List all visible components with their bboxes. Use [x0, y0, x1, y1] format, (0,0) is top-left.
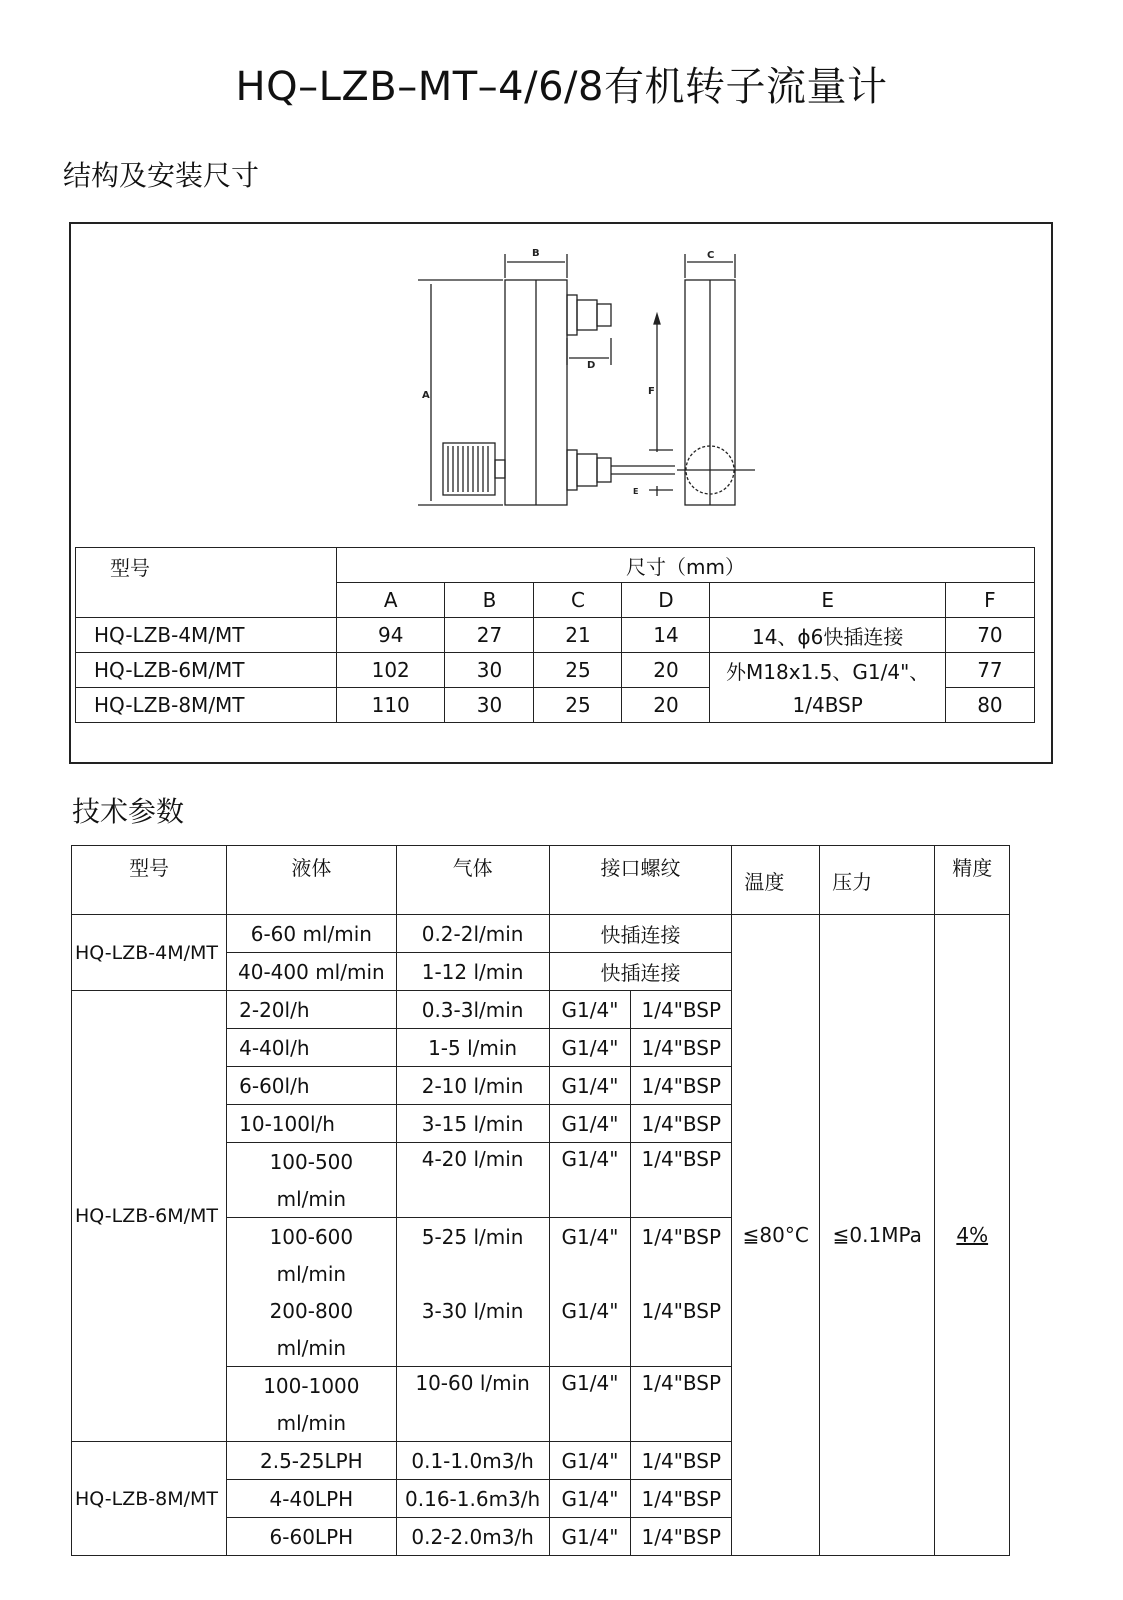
dim-e-line-2: 外M18x1.5、G1/4"、	[710, 653, 945, 688]
tech-g: G1/4"	[549, 1105, 631, 1143]
tech-g: G1/4"	[549, 1143, 631, 1218]
dim-a: 102	[336, 653, 444, 688]
tech-gas: 0.16-1.6m3/h	[396, 1480, 549, 1518]
tech-pressure-value: ≦0.1MPa	[820, 915, 935, 1556]
tech-liquid-line-2: ml/min	[227, 1180, 396, 1218]
tech-temp-value: ≦80°C	[732, 915, 820, 1556]
tech-liquid: 6-60 ml/min	[227, 915, 396, 953]
dim-col-a: A	[336, 583, 444, 618]
tech-g: G1/4"	[549, 1029, 631, 1067]
tech-gas-line-2: 3-30 l/min	[396, 1292, 549, 1329]
tech-gas: 0.2-2.0m3/h	[396, 1518, 549, 1556]
dim-row	[76, 688, 1035, 723]
dim-row	[76, 653, 1035, 688]
tech-liquid-line-1: 100-500	[227, 1143, 396, 1181]
tech-gas: 3-15 l/min	[396, 1105, 549, 1143]
dim-model-header: 型号	[76, 548, 337, 618]
tech-bsp: 1/4"BSP	[631, 1442, 732, 1480]
tech-liquid-line-3: 200-800	[227, 1292, 396, 1329]
tech-bsp-spacer	[631, 1255, 732, 1292]
tech-liquid: 40-400 ml/min	[227, 953, 396, 991]
dim-model: HQ-LZB-6M/MT	[76, 653, 337, 688]
dim-f: 80	[945, 688, 1034, 723]
tech-header-liquid: 液体	[227, 846, 396, 915]
tech-gas-spacer	[396, 1329, 549, 1367]
dim-c: 21	[534, 618, 622, 653]
tech-liquid-line-4: ml/min	[227, 1329, 396, 1367]
tech-bsp: 1/4"BSP	[631, 1518, 732, 1556]
dim-col-c: C	[534, 583, 622, 618]
tech-g: G1/4"	[549, 1480, 631, 1518]
tech-g-spacer	[549, 1255, 631, 1292]
tech-bsp: 1/4"BSP	[631, 1480, 732, 1518]
tech-model-6m: HQ-LZB-6M/MT	[72, 991, 227, 1442]
tech-accuracy-value: 4%	[935, 915, 1010, 1556]
label-d: D	[587, 360, 596, 371]
dim-b: 27	[445, 618, 534, 653]
tech-g: G1/4"	[549, 1518, 631, 1556]
tech-gas: 0.1-1.0m3/h	[396, 1442, 549, 1480]
tech-g-spacer	[549, 1329, 631, 1367]
label-e: E	[633, 487, 639, 496]
page-title: HQ–LZB–MT–4/6/8有机转子流量计	[235, 64, 888, 110]
dim-c: 25	[534, 653, 622, 688]
section-title-structure: 结构及安装尺寸	[63, 159, 260, 192]
tech-table	[71, 845, 1010, 1556]
tech-liquid: 10-100l/h	[227, 1105, 396, 1143]
tech-gas: 0.2-2l/min	[396, 915, 549, 953]
tech-bsp: 1/4"BSP	[631, 1367, 732, 1442]
dim-row	[76, 618, 1035, 653]
section-title-tech: 技术参数	[72, 795, 185, 828]
tech-header-temp: 温度	[732, 846, 820, 915]
dim-e-line-1: 14、ϕ6快插连接	[710, 618, 945, 653]
tech-bsp: 1/4"BSP	[631, 1292, 732, 1329]
tech-liquid: 2-20l/h	[227, 991, 396, 1029]
tech-liquid-line-1: 100-600	[227, 1218, 396, 1256]
dim-f: 77	[945, 653, 1034, 688]
tech-gas: 10-60 l/min	[396, 1367, 549, 1442]
tech-gas: 2-10 l/min	[396, 1067, 549, 1105]
tech-bsp: 1/4"BSP	[631, 991, 732, 1029]
label-a: A	[422, 390, 430, 401]
dim-model: HQ-LZB-4M/MT	[76, 618, 337, 653]
tech-bsp: 1/4"BSP	[631, 1067, 732, 1105]
dim-b: 30	[445, 653, 534, 688]
dim-e-line-3: 1/4BSP	[710, 688, 945, 723]
tech-gas-spacer	[396, 1255, 549, 1292]
tech-liquid: 4-40LPH	[227, 1480, 396, 1518]
dim-col-d: D	[622, 583, 710, 618]
tech-liquid: 6-60LPH	[227, 1518, 396, 1556]
table-row	[72, 915, 1010, 953]
tech-thread: 快插连接	[549, 953, 732, 991]
dim-d: 20	[622, 653, 710, 688]
dim-b: 30	[445, 688, 534, 723]
tech-header-gas: 气体	[396, 846, 549, 915]
label-f: F	[648, 386, 655, 397]
tech-header-pressure: 压力	[820, 846, 935, 915]
tech-gas-line-1: 5-25 l/min	[396, 1218, 549, 1256]
tech-liquid: 6-60l/h	[227, 1067, 396, 1105]
dim-f: 70	[945, 618, 1034, 653]
dim-col-b: B	[445, 583, 534, 618]
tech-gas: 1-12 l/min	[396, 953, 549, 991]
dim-d: 20	[622, 688, 710, 723]
tech-gas: 4-20 l/min	[396, 1143, 549, 1218]
tech-g: G1/4"	[549, 991, 631, 1029]
tech-liquid-line-2: ml/min	[227, 1404, 396, 1442]
dimension-table	[75, 547, 1035, 723]
tech-g: G1/4"	[549, 1067, 631, 1105]
dim-size-header: 尺寸（mm）	[336, 548, 1034, 583]
label-c: C	[707, 250, 715, 261]
tech-model-4m: HQ-LZB-4M/MT	[72, 915, 227, 991]
tech-g: G1/4"	[549, 1367, 631, 1442]
tech-g: G1/4"	[549, 1292, 631, 1329]
tech-bsp: 1/4"BSP	[631, 1143, 732, 1218]
tech-header-model: 型号	[72, 846, 227, 915]
dim-d: 14	[622, 618, 710, 653]
tech-bsp: 1/4"BSP	[631, 1029, 732, 1067]
tech-gas: 0.3-3l/min	[396, 991, 549, 1029]
tech-bsp: 1/4"BSP	[631, 1105, 732, 1143]
flowmeter-drawing	[415, 240, 760, 530]
dim-a: 110	[336, 688, 444, 723]
tech-liquid: 2.5-25LPH	[227, 1442, 396, 1480]
dim-model: HQ-LZB-8M/MT	[76, 688, 337, 723]
dim-col-f: F	[945, 583, 1034, 618]
tech-liquid-line-2: ml/min	[227, 1255, 396, 1292]
tech-bsp: 1/4"BSP	[631, 1218, 732, 1256]
tech-header-thread: 接口螺纹	[549, 846, 732, 915]
dim-col-e: E	[710, 583, 945, 618]
tech-bsp-spacer	[631, 1329, 732, 1367]
label-b: B	[532, 248, 540, 259]
tech-gas: 1-5 l/min	[396, 1029, 549, 1067]
dim-c: 25	[534, 688, 622, 723]
tech-thread: 快插连接	[549, 915, 732, 953]
tech-g: G1/4"	[549, 1442, 631, 1480]
tech-liquid-line-1: 100-1000	[227, 1367, 396, 1405]
tech-model-8m: HQ-LZB-8M/MT	[72, 1442, 227, 1556]
dim-a: 94	[336, 618, 444, 653]
tech-header-accuracy: 精度	[935, 846, 1010, 915]
tech-g: G1/4"	[549, 1218, 631, 1256]
tech-liquid: 4-40l/h	[227, 1029, 396, 1067]
